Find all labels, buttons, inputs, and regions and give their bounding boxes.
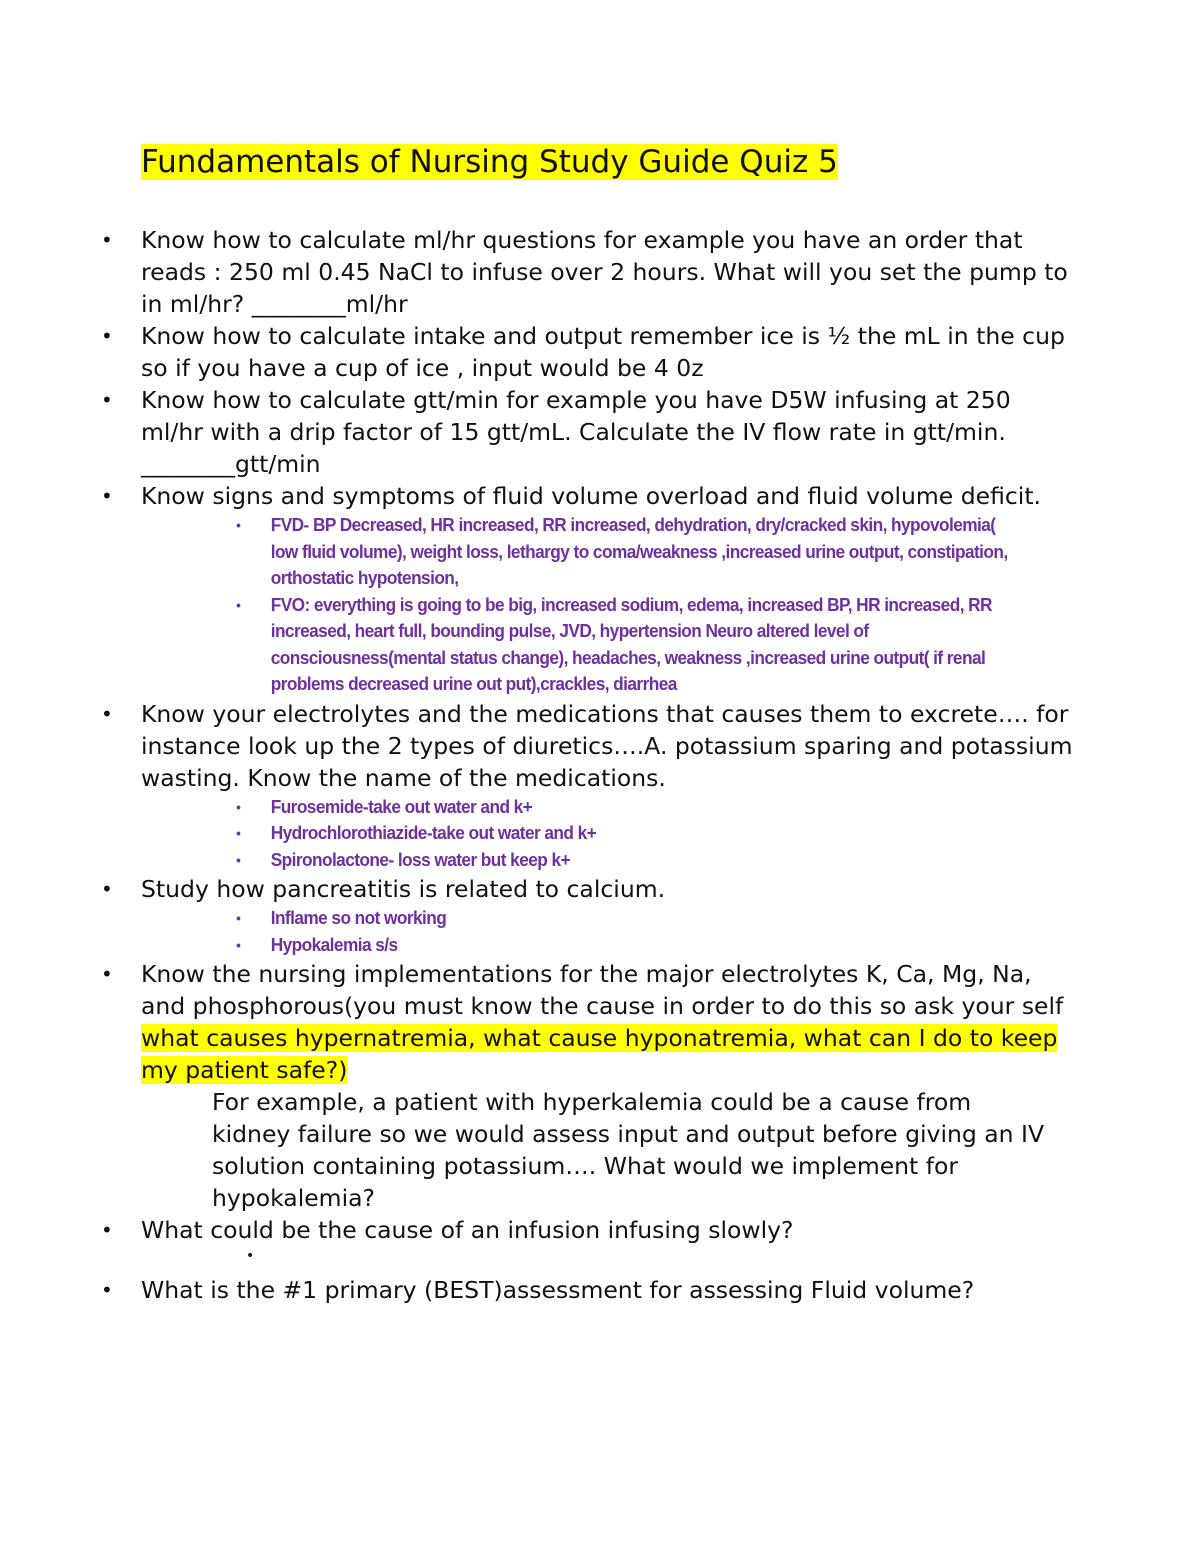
list-item-primary-assessment xyxy=(0,1274,1200,1306)
list-item-ml-hr-calc xyxy=(0,224,1200,320)
bullet-icon: • xyxy=(101,962,113,986)
fluid-volume-answers xyxy=(0,512,1200,698)
list-item-text: Know signs and symptoms of fluid volume overload and fluid volume deficit. xyxy=(141,482,1041,510)
answer-fvd xyxy=(0,512,1152,592)
list-item-text: Know how to calculate intake and output remember ice is ½ the mL in the cup so if you have a cup of ice , input would be 4 0z xyxy=(141,322,1065,382)
bullet-icon: • xyxy=(236,517,241,533)
answer-spironolactone xyxy=(0,847,1152,874)
document-title xyxy=(141,142,838,182)
list-item-infusion-slow xyxy=(0,1214,1200,1246)
bullet-icon: • xyxy=(101,388,113,412)
study-guide-list xyxy=(0,224,1200,1306)
answer-text: FVO: everything is going to be big, increased sodium, edema, increased BP, HR increased, RR increased, heart full, bounding pulse, JVD, hypertension Neuro altered level of consciousness(mental status change), headaches, weakness ,increased urine output( if renal problems decreased urine out put),crackles, diarrhea xyxy=(270,594,992,694)
bullet-icon: • xyxy=(246,1248,255,1264)
answer-fvo xyxy=(0,592,1152,698)
bullet-icon: • xyxy=(101,484,113,508)
pancreatitis-answers xyxy=(0,905,1200,958)
answer-hypokalemia xyxy=(0,932,1152,959)
bullet-icon: • xyxy=(101,1218,113,1242)
diuretic-answers xyxy=(0,794,1200,874)
continuation-text: For example, a patient with hyperkalemia could be a cause from kidney failure so we would assess input and output before giving an IV solution containing potassium…. What would we implement for hypokalemia? xyxy=(212,1088,1045,1212)
list-item-nursing-implementations xyxy=(0,958,1200,1086)
answer-furosemide xyxy=(0,794,1152,821)
list-item-text: What is the #1 primary (BEST)assessment for assessing Fluid volume? xyxy=(141,1276,975,1304)
list-item-pancreatitis xyxy=(0,873,1200,905)
list-item-text: What could be the cause of an infusion infusing slowly? xyxy=(141,1216,794,1244)
answer-text: Inflame so not working xyxy=(270,908,447,928)
list-item-text: Know your electrolytes and the medications that causes them to excrete…. for instance look up the 2 types of diuretics….A. potassium sparing and potassium wasting. Know the name of the medications. xyxy=(141,699,1073,792)
bullet-icon: • xyxy=(236,851,241,868)
bullet-icon: • xyxy=(236,596,241,613)
title-highlight: Fundamentals of Nursing Study Guide Quiz 5 xyxy=(141,144,838,180)
answer-text: Furosemide-take out water and k+ xyxy=(270,796,533,817)
list-item-electrolytes-meds xyxy=(0,698,1200,794)
list-item-intake-output xyxy=(0,320,1200,384)
bullet-icon: • xyxy=(101,324,113,348)
bullet-icon: • xyxy=(101,1278,113,1302)
list-item-text: Know how to calculate ml/hr questions for example you have an order that reads : 250 ml 0.45 NaCl to infuse over 2 hours. What will you set the pump to in ml/hr? ________ml/hr xyxy=(141,226,1068,318)
list-item-text: Know how to calculate gtt/min for example you have D5W infusing at 250 ml/hr with a drip factor of 15 gtt/mL. Calculate the IV flow rate in gtt/min. ________gtt/min xyxy=(141,386,1011,478)
answer-hydrochlorothiazide xyxy=(0,820,1152,847)
answer-text: Hydrochlorothiazide-take out water and k+ xyxy=(270,823,597,843)
list-item-gtt-min-calc xyxy=(0,384,1200,480)
list-item-text: Study how pancreatitis is related to calcium. xyxy=(141,875,666,903)
continuation-paragraph xyxy=(0,1086,1200,1214)
answer-text: Spironolactone- loss water but keep k+ xyxy=(270,849,571,870)
bullet-icon: • xyxy=(101,228,113,252)
bullet-icon: • xyxy=(101,877,113,901)
bullet-icon: • xyxy=(236,910,241,926)
bullet-icon: • xyxy=(101,701,113,726)
answer-text: Hypokalemia s/s xyxy=(270,934,398,955)
answer-inflame xyxy=(0,905,1152,932)
bullet-icon: • xyxy=(236,936,241,953)
answer-text: FVD- BP Decreased, HR increased, RR increased, dehydration, dry/cracked skin, hypovolemia( low fluid volume), weight loss, lethargy to coma/weakness ,increased urine output, constipation, orthostatic hypotension, xyxy=(270,515,1008,588)
list-item-fluid-volume xyxy=(0,480,1200,512)
bullet-icon: • xyxy=(236,798,241,815)
highlighted-question: what causes hypernatremia, what cause hyponatremia, what can I do to keep my patient safe?) xyxy=(141,1024,1058,1084)
empty-answer-bullet xyxy=(0,1246,1200,1274)
list-item-text: Know the nursing implementations for the major electrolytes K, Ca, Mg, Na, and phosphorous(you must know the cause in order to do this so ask your self xyxy=(141,960,1064,1020)
bullet-icon: • xyxy=(236,825,241,841)
